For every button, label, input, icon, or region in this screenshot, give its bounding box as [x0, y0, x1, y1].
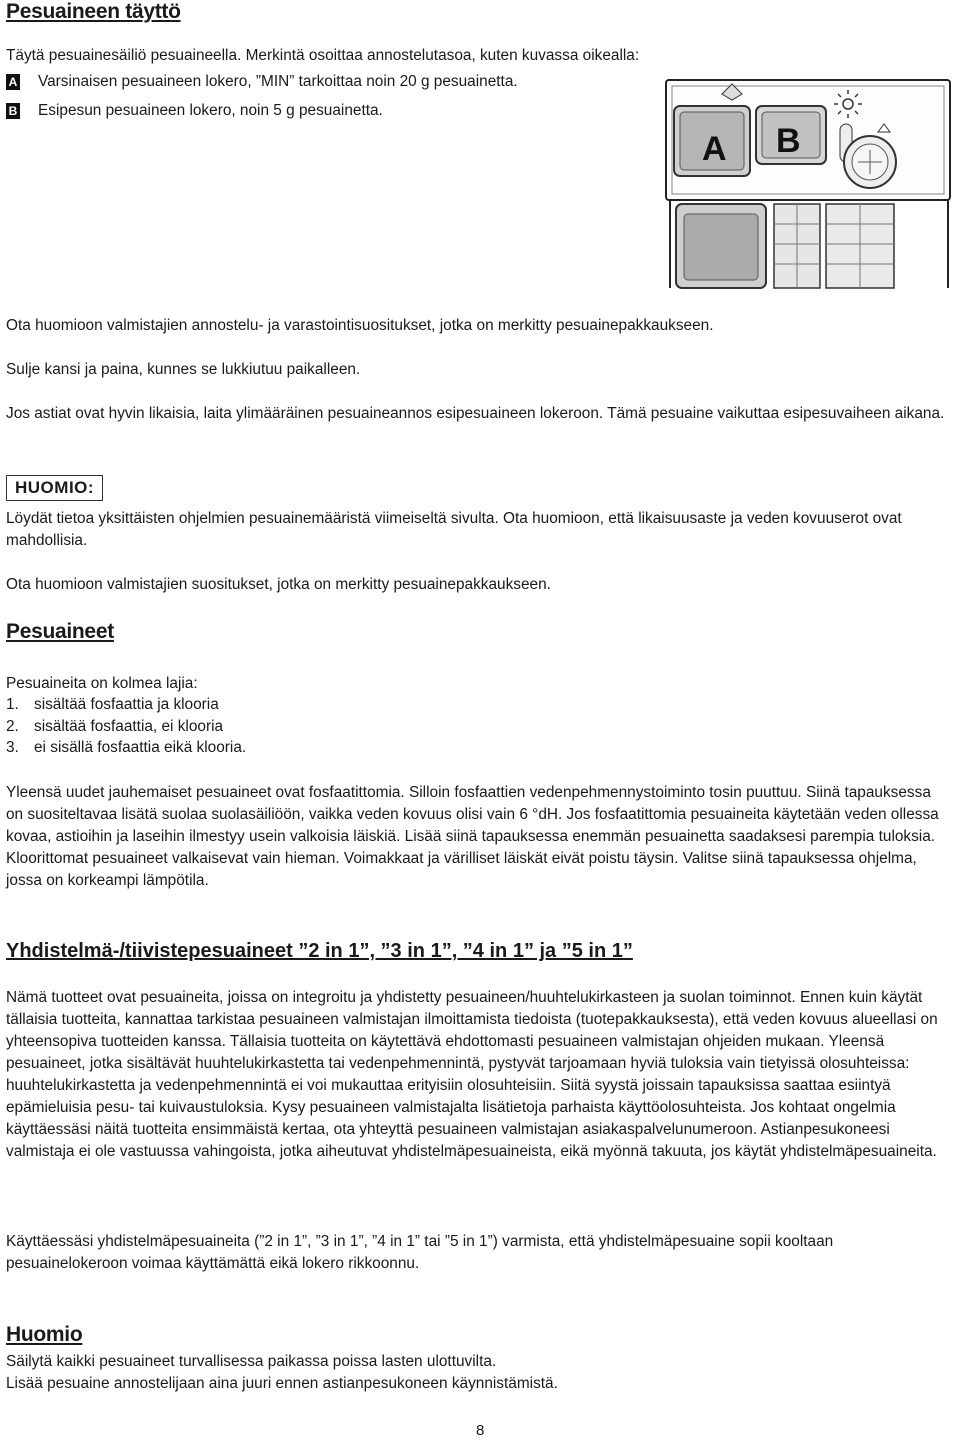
combination-detergents-body-2: Käyttäessäsi yhdistelmäpesuaineita (”2 in 1”, ”3 in 1”, ”4 in 1” tai ”5 in 1”) varmista, että yhdistelmäpesuaine sopii kooltaan pesuainelokeroon voimaa käyttämättä eikä lokero rikkoonnu. [6, 1233, 834, 1272]
notice-paragraph-1: Löydät tietoa yksittäisten ohjelmien pesuainemääristä viimeiseltä sivulta. Ota huomioon, että likaisuusaste ja veden kovuuserot ovat mahdollisia. [6, 510, 902, 549]
detergent-type-list [6, 694, 246, 759]
detergent-types-lead: Pesuaineita on kolmea lajia: [6, 675, 198, 692]
list-item-a-text: Varsinaisen pesuaineen lokero, ”MIN” tarkoittaa noin 20 g pesuainetta. [38, 73, 518, 90]
detergents-body: Yleensä uudet jauhemaiset pesuaineet ovat fosfaatittomia. Silloin fosfaattien vedenpehmennystoiminto tosin puuttuu. Siinä tapauksessa on suositeltavaa lisätä suolaa suolasäiliöön, vaikka veden kovuus olisi vain 6 °dH. Jos fosfaatittomia pesuaineita käytetään veden ollessa kovaa, astioihin ja laseihin ilmestyy usein valkoisia läiskiä. Lisää siinä tapauksessa enemmän pesuainetta saadaksesi parempia tuloksia. Kloorittomat pesuaineet valkaisevat vain hieman. Voimakkaat ja värilliset läiskät eivät poistu täysin. Valitse siinä tapauksessa ohjelma, jossa on korkeampi lämpötila. [6, 784, 939, 889]
notice-paragraph-2: Ota huomioon valmistajien suositukset, jotka on merkitty pesuainepakkaukseen. [6, 576, 551, 593]
paragraph-close-lid: Sulje kansi ja paina, kunnes se lukkiutuu paikalleen. [6, 361, 361, 378]
marker-a: A [6, 74, 20, 90]
section-title-detergent-filling: Pesuaineen täyttö [6, 0, 181, 23]
list-item-b [6, 102, 383, 120]
list-item: 3. ei sisällä fosfaattia eikä klooria. [6, 739, 247, 756]
combination-detergents-body: Nämä tuotteet ovat pesuaineita, joissa on integroitu ja yhdistetty pesuaineen/huuhtelukirkasteen ja suolan toiminnot. Ennen kuin käytät tällaisia tuotteita, kannattaa tarkistaa pesuaineen valmistajan ilmoittamista tiedoista (tuotepakkauksesta), että veden kovuus alueellasi on yhteensopiva tuotteiden kanssa. Tällaisia tuotteita on käytettävä ehdottomasti pesuaineen valmistajan ohjeiden mukaan. Yleensä pesuaineet, jotka sisältävät huuhtelukirkastetta tai vedenpehmennintä, pystyvät tarjoamaan hyviä tuloksia vain tietyissä olosuhteissa: huuhtelukirkastetta ja vedenpehmennintä ei voi mukauttaa erityisiin olosuhteisiin. Siitä syystä joissain tapauksissa saattaa esiintyä epämieluisia pesu- tai kuivaustuloksia. Kysy pesuaineen valmistajalta lisätietoja parhaista käyttöolosuhteista. Jos kohtaat ongelmia käyttäessäsi näitä tuotteita ensimmäistä kertaa, ota yhteyttä pesuaineen valmistajan asiakaspalvelunumeroon. Astianpesukoneesi valmistaja ei ole vastuussa vahingoista, jotka aiheutuvat yhdistelmäpesuaineista, eikä myönnä takuuta, jos käytät yhdistelmäpesuaineita. [6, 989, 938, 1160]
paragraph-dosage-advice: Ota huomioon valmistajien annostelu- ja varastointisuositukset, jotka on merkitty pesuainepakkaukseen. [6, 317, 714, 334]
attention-paragraph-1: Säilytä kaikki pesuaineet turvallisessa paikassa poissa lasten ulottuvilta. [6, 1353, 497, 1370]
list-item: 1. sisältää fosfaattia ja klooria [6, 696, 219, 713]
attention-paragraph-2: Lisää pesuaine annostelijaan aina juuri ennen astianpesukoneen käynnistämistä. [6, 1375, 558, 1392]
figure-label-b: B [776, 122, 801, 160]
list-item: 2. sisältää fosfaattia, ei klooria [6, 717, 224, 735]
paragraph-prewash: Jos astiat ovat hyvin likaisia, laita ylimääräinen pesuaineannos esipesuaineen lokeroon. Tämä pesuaine vaikuttaa esipesuvaiheen aikana. [6, 405, 945, 422]
notice-label: HUOMIO: [6, 475, 103, 501]
page-number: 8 [476, 1422, 485, 1439]
list-item-b-text: Esipesun pesuaineen lokero, noin 5 g pesuainetta. [38, 102, 383, 119]
intro-text: Täytä pesuainesäiliö pesuaineella. Merkintä osoittaa annostelutasoa, kuten kuvassa oikealla: [6, 47, 640, 64]
section-title-attention: Huomio [6, 1323, 83, 1346]
section-title-combination-detergents: Yhdistelmä-/tiivistepesuaineet ”2 in 1”, ”3 in 1”, ”4 in 1” ja ”5 in 1” [6, 940, 633, 962]
section-title-detergents: Pesuaineet [6, 620, 114, 643]
figure-label-a: A [702, 130, 727, 168]
list-item-a [6, 73, 518, 91]
detergent-dispenser-figure [662, 74, 956, 292]
marker-b: B [6, 103, 20, 119]
